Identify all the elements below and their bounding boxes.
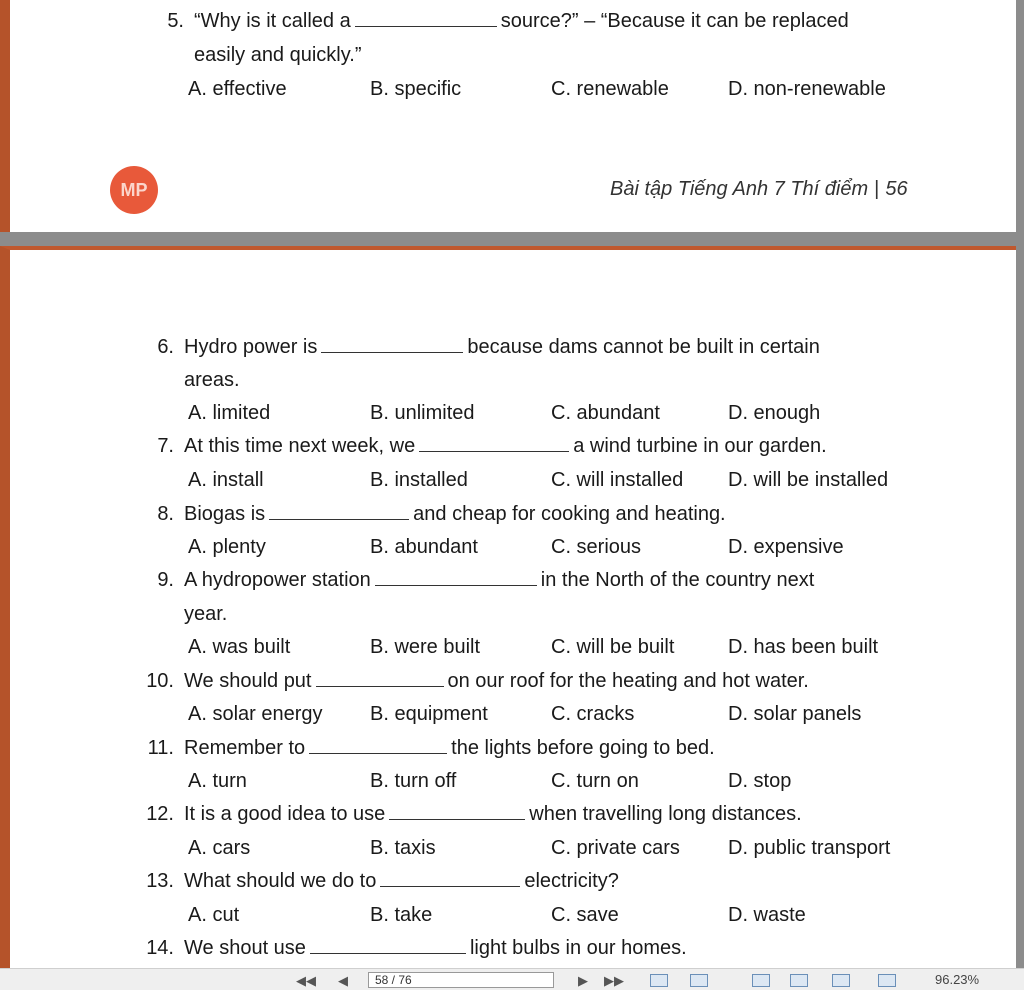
option-a[interactable]: A. install <box>188 469 264 491</box>
question-text-before: Biogas is <box>184 503 266 525</box>
option-a[interactable]: A. cars <box>188 837 251 859</box>
answer-blank <box>310 952 466 954</box>
previous-page-icon[interactable]: ◀ <box>338 973 348 988</box>
option-b[interactable]: B. were built <box>370 636 481 658</box>
question-text-before: We should put <box>184 670 312 692</box>
fit-width-icon[interactable] <box>690 974 708 987</box>
columns-icon[interactable] <box>878 974 896 987</box>
answer-blank <box>316 685 444 687</box>
option-c[interactable]: C. renewable <box>551 78 669 100</box>
question-text-after: source?” – “Because it can be replaced <box>500 10 849 32</box>
question-text-before: At this time next week, we <box>184 435 416 457</box>
option-b[interactable]: B. turn off <box>370 770 457 792</box>
question-text-after: and cheap for cooking and heating. <box>413 503 726 525</box>
question-text-after: when travelling long distances. <box>529 803 802 825</box>
question-text-before: It is a good idea to use <box>184 803 386 825</box>
question-text-before: “Why is it called a <box>194 10 351 32</box>
question-text-before: Hydro power is <box>184 336 318 358</box>
option-b[interactable]: B. installed <box>370 469 468 491</box>
answer-blank <box>269 518 409 520</box>
question-number: 14. <box>146 937 174 959</box>
option-d[interactable]: D. waste <box>728 904 806 926</box>
question-number: 13. <box>146 870 174 892</box>
option-b[interactable]: B. specific <box>370 78 462 100</box>
option-c[interactable]: C. private cars <box>551 837 680 859</box>
option-d[interactable]: D. public transport <box>728 837 891 859</box>
continuous-page-icon[interactable] <box>790 974 808 987</box>
question-6-line2: areas. <box>184 369 240 391</box>
option-d[interactable]: D. will be installed <box>728 469 889 491</box>
next-page-icon[interactable]: ▶ <box>578 973 588 988</box>
question-text-after: light bulbs in our homes. <box>469 937 687 959</box>
option-a[interactable]: A. plenty <box>188 536 266 558</box>
question-text-after: in the North of the country next <box>540 569 815 591</box>
option-d[interactable]: D. enough <box>728 402 821 424</box>
answer-blank <box>380 885 520 887</box>
option-d[interactable]: D. expensive <box>728 536 844 558</box>
footer-page-number: 56 <box>885 178 908 200</box>
question-text-after: electricity? <box>524 870 619 892</box>
option-c[interactable]: C. cracks <box>551 703 635 725</box>
footer-title: Bài tập Tiếng Anh 7 Thí điểm <box>610 178 869 200</box>
question-number: 6. <box>157 336 174 358</box>
fit-page-icon[interactable] <box>650 974 668 987</box>
last-page-icon[interactable]: ▶▶ <box>604 973 624 988</box>
answer-blank <box>309 752 447 754</box>
option-c[interactable]: C. will installed <box>551 469 684 491</box>
option-d[interactable]: D. non-renewable <box>728 78 886 100</box>
option-d[interactable]: D. stop <box>728 770 792 792</box>
option-a[interactable]: A. turn <box>188 770 247 792</box>
option-a[interactable]: A. was built <box>188 636 291 658</box>
viewer-toolbar <box>0 968 1024 990</box>
question-number: 12. <box>146 803 174 825</box>
option-a[interactable]: A. solar energy <box>188 703 323 725</box>
question-text-before: Remember to <box>184 737 306 759</box>
option-c[interactable]: C. will be built <box>551 636 675 658</box>
question-number: 5. <box>167 10 184 32</box>
page-footer <box>610 178 908 201</box>
single-page-icon[interactable] <box>752 974 770 987</box>
option-b[interactable]: B. take <box>370 904 433 926</box>
question-text-after: because dams cannot be built in certain <box>467 336 820 358</box>
question-number: 7. <box>157 435 174 457</box>
question-number: 10. <box>146 670 174 692</box>
question-number: 11. <box>147 737 174 759</box>
page-current <box>0 246 1016 968</box>
question-text-before: We shout use <box>184 937 306 959</box>
option-a[interactable]: A. limited <box>188 402 271 424</box>
question-number: 9. <box>157 569 174 591</box>
page-previous <box>0 0 1016 232</box>
option-a[interactable]: A. cut <box>188 904 240 926</box>
question-5-line2: easily and quickly.” <box>194 44 362 66</box>
option-d[interactable]: D. solar panels <box>728 703 862 725</box>
first-page-icon[interactable]: ◀◀ <box>296 973 316 988</box>
answer-blank <box>419 450 569 452</box>
answer-blank <box>389 818 525 820</box>
two-page-icon[interactable] <box>832 974 850 987</box>
option-d[interactable]: D. has been built <box>728 636 879 658</box>
page-number-field[interactable]: 58 / 76 <box>368 972 554 988</box>
option-c[interactable]: C. save <box>551 904 619 926</box>
option-a[interactable]: A. effective <box>188 78 287 100</box>
question-text-after: a wind turbine in our garden. <box>573 435 827 457</box>
option-c[interactable]: C. abundant <box>551 402 660 424</box>
question-number: 8. <box>157 503 174 525</box>
question-text-after: on our roof for the heating and hot water. <box>447 670 809 692</box>
question-text-before: What should we do to <box>184 870 377 892</box>
option-c[interactable]: C. turn on <box>551 770 639 792</box>
option-b[interactable]: B. taxis <box>370 837 436 859</box>
answer-blank <box>321 351 463 353</box>
option-c[interactable]: C. serious <box>551 536 642 558</box>
question-text-after: the lights before going to bed. <box>451 737 715 759</box>
option-b[interactable]: B. abundant <box>370 536 478 558</box>
question-text-before: A hydropower station <box>184 569 371 591</box>
footer-separator: | <box>874 178 880 200</box>
option-b[interactable]: B. equipment <box>370 703 488 725</box>
logo-icon: MP <box>110 166 158 214</box>
answer-blank <box>375 584 537 586</box>
option-b[interactable]: B. unlimited <box>370 402 475 424</box>
zoom-level[interactable]: 96.23% <box>935 972 980 987</box>
answer-blank <box>355 25 497 27</box>
question-9-line2: year. <box>184 603 228 625</box>
